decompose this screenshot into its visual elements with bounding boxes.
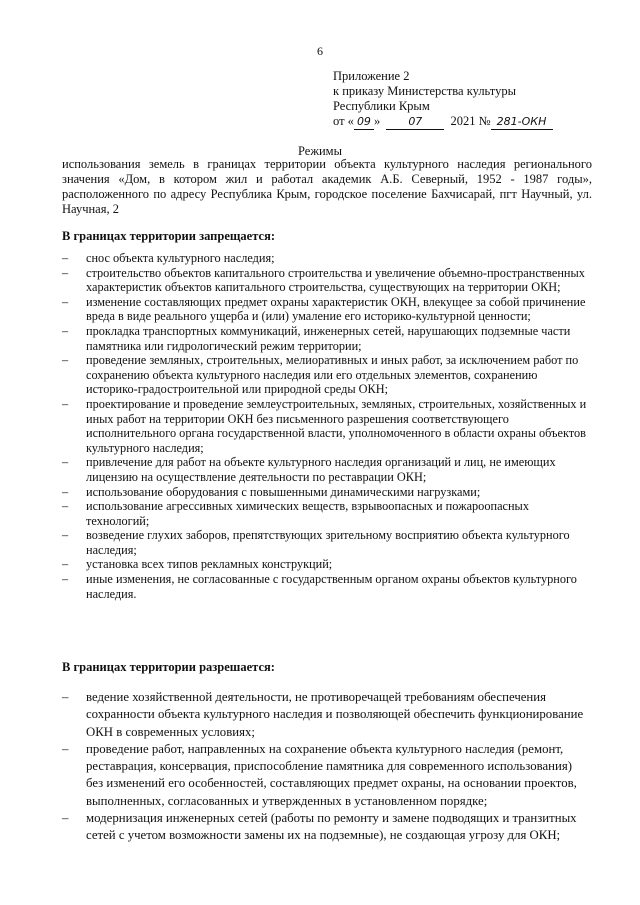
list-item [62,251,592,266]
list-item-text: прокладка транспортных коммуникаций, инженерных сетей, нарушающих подземные части памятника или гидрологический режим территории; [86,323,571,353]
list-item [62,324,592,353]
year-and-no: 2021 № [450,114,491,128]
permitted-list [62,689,592,845]
list-item [62,689,592,741]
list-item [62,397,592,455]
dash-marker: – [62,484,69,499]
date-mid: » [373,114,381,128]
dash-marker: – [62,396,69,411]
dash-marker: – [62,572,69,587]
list-item [62,557,592,572]
list-item [62,353,592,397]
list-item [62,266,592,295]
list-item-text: модернизация инженерных сетей (работы по ремонту и замене подводящих и транзитных сетей с учетом возможности замены их на подземные), не создающая угрозу для ОКН; [86,811,577,843]
list-item [62,485,592,500]
list-item-text: проведение работ, направленных на сохранение объекта культурного наследия (ремонт, реставрация, консервация, приспособление памятника для современного использования) без изменений его особенностей, составляющих предмет охраны, на основании проектов, выполненных, согласованных и утвержденных в установленном порядке; [86,741,577,808]
list-item-text: иные изменения, не согласованные с государственным органом охраны объектов культурного наследия. [86,572,577,601]
list-item-text: строительство объектов капитального строительства и увеличение объемно-пространственных характеристик объектов капитального строительства, существующих на территории ОКН; [86,265,585,295]
list-item-text: привлечение для работ на объекте культурного наследия организаций и лиц, не имеющих лицензию на осуществление деятельности по реставрации ОКН; [86,455,556,484]
document-subtitle: использования земель в границах территории объекта культурного наследия регионального значения «Дом, в котором жил и работал академик А.Б. Северный, 1952 - 1987 годы», расположенного по адресу Республика Крым, городское поселение Бахчисарай, пгт Научный, ул. Научная, 2 [62,157,592,216]
appendix-date-line [333,114,623,130]
dash-marker: – [62,455,69,470]
appendix-region: Республики Крым [333,99,430,113]
appendix-header [333,69,623,130]
list-item [62,528,592,557]
appendix-order-ref: к приказу Министерства культуры [333,84,516,98]
list-item-text: ведение хозяйственной деятельности, не противоречащей требованиям обеспечения сохранности объекта культурного наследия и позволяющей обеспечить функционирование ОКН в современных условиях; [86,690,584,739]
dash-marker: – [62,741,69,756]
list-item-text: снос объекта культурного наследия; [86,251,275,265]
list-item [62,455,592,484]
list-item [62,499,592,528]
prohibited-heading: В границах территории запрещается: [62,229,276,243]
dash-marker: – [62,499,69,514]
list-item [62,295,592,324]
dash-marker: – [62,323,69,338]
page-number: 6 [317,44,323,58]
list-item [62,810,592,845]
dash-marker: – [62,353,69,368]
prohibited-section [62,229,592,601]
dash-marker: – [62,811,69,826]
list-item-text: использование агрессивных химических веществ, взрывоопасных и пожароопасных технологий; [86,499,529,528]
document-title: Режимы [298,144,342,158]
list-item-text: использование оборудования с повышенными динамическими нагрузками; [86,484,481,499]
appendix-title: Приложение 2 [333,69,410,83]
dash-marker: – [62,690,69,704]
dash-marker: – [62,294,69,309]
list-item-text: изменение составляющих предмет охраны характеристик ОКН, влекущее за собой причинение вреда в виде реального ущерба и (или) умаление его историко-культурной ценности; [86,294,586,324]
handwritten-month: 07 [386,114,444,130]
list-item-text: проведение земляных, строительных, мелиоративных и иных работ, за исключением работ по сохранению объекта культурного наследия или его отдельных элементов, сохранению историко-градостроительной или природной среды ОКН; [86,353,579,397]
list-item-text: возведение глухих заборов, препятствующих зрительному восприятию объекта культурного наследия; [86,528,570,557]
dash-marker: – [62,251,69,265]
list-item [62,572,592,601]
list-item-text: установка всех типов рекламных конструкций; [86,557,333,572]
dash-marker: – [62,557,69,572]
permitted-section [62,660,592,845]
prohibited-list [62,251,592,601]
permitted-heading: В границах территории разрешается: [62,660,275,674]
list-item [62,741,592,810]
dash-marker: – [62,265,69,280]
handwritten-day: 09 [354,114,374,130]
dash-marker: – [62,528,69,543]
handwritten-order-number: 281-ОКН [491,114,553,130]
date-prefix: от « [333,114,354,128]
list-item-text: проектирование и проведение землеустроительных, земляных, строительных, хозяйственных и иных работ на территории ОКН без письменного разрешения соответствующего исполнительного органа государственной власти, уполномоченного в области охраны объектов культурного наследия; [86,396,587,455]
